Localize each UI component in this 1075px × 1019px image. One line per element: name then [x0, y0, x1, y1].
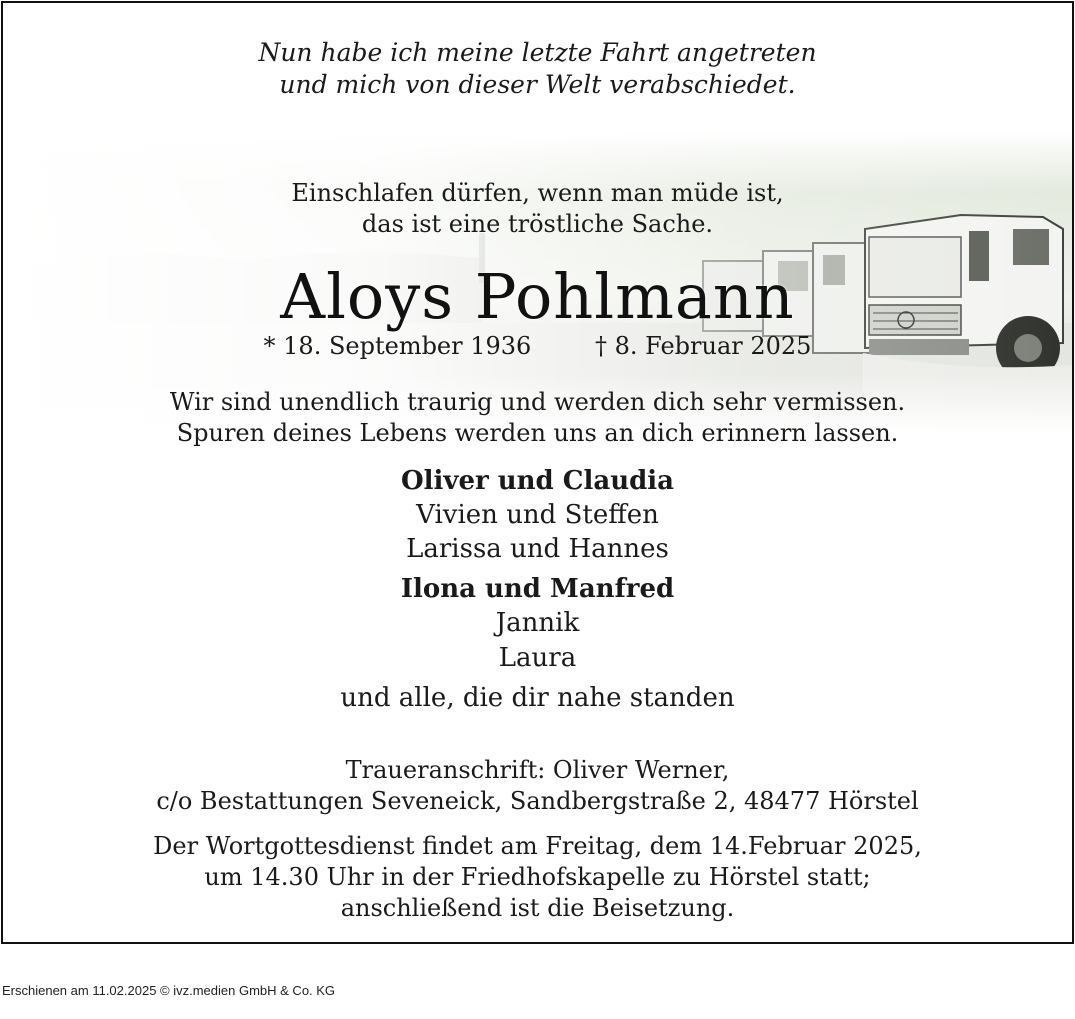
motto-line-2: und mich von dieser Welt verabschiedet. [279, 70, 796, 99]
mourning-address [3, 755, 1072, 817]
grief-text [3, 387, 1072, 449]
mourner-group-1-head: Oliver und Claudia [400, 466, 675, 496]
mourner-group-2-member: Laura [498, 643, 577, 673]
mourners-closing: und alle, die dir nahe standen [340, 683, 735, 713]
publication-footer: Erschienen am 11.02.2025 © ivz.medien GmbH & Co. KG [2, 983, 336, 998]
verse-line-1: Einschlafen dürfen, wenn man müde ist, [291, 179, 784, 207]
motto-line-1: Nun habe ich meine letzte Fahrt angetreten [258, 38, 817, 67]
motto [3, 37, 1072, 101]
mourner-group-1-member: Larissa und Hannes [406, 534, 669, 564]
grief-line-2: Spuren deines Lebens werden uns an dich erinnern lassen. [176, 419, 899, 447]
service-line-2: um 14.30 Uhr in der Friedhofskapelle zu Hörstel statt; [204, 863, 871, 891]
service-line-3: anschließend ist die Beisetzung. [340, 894, 735, 922]
grief-line-1: Wir sind unendlich traurig und werden dich sehr vermissen. [169, 388, 906, 416]
life-dates [3, 330, 1072, 362]
address-line-1: Traueranschrift: Oliver Werner, [345, 756, 730, 784]
deceased-name: Aloys Pohlmann [280, 260, 795, 333]
mourner-group-2-member: Jannik [495, 608, 580, 638]
verse-line-2: das ist eine tröstliche Sache. [361, 210, 714, 238]
obituary-notice [1, 1, 1074, 944]
service-line-1: Der Wortgottesdienst findet am Freitag, dem 14.Februar 2025, [153, 832, 922, 860]
address-line-2: c/o Bestattungen Seveneick, Sandbergstraße 2, 48477 Hörstel [156, 787, 919, 815]
birth-date: * 18. September 1936 [263, 332, 532, 360]
service-info [3, 831, 1072, 924]
mourner-group-2-head: Ilona und Manfred [400, 574, 675, 604]
death-date: † 8. Februar 2025 [594, 332, 812, 360]
verse [3, 178, 1072, 240]
mourner-group-1-member: Vivien und Steffen [416, 500, 659, 530]
